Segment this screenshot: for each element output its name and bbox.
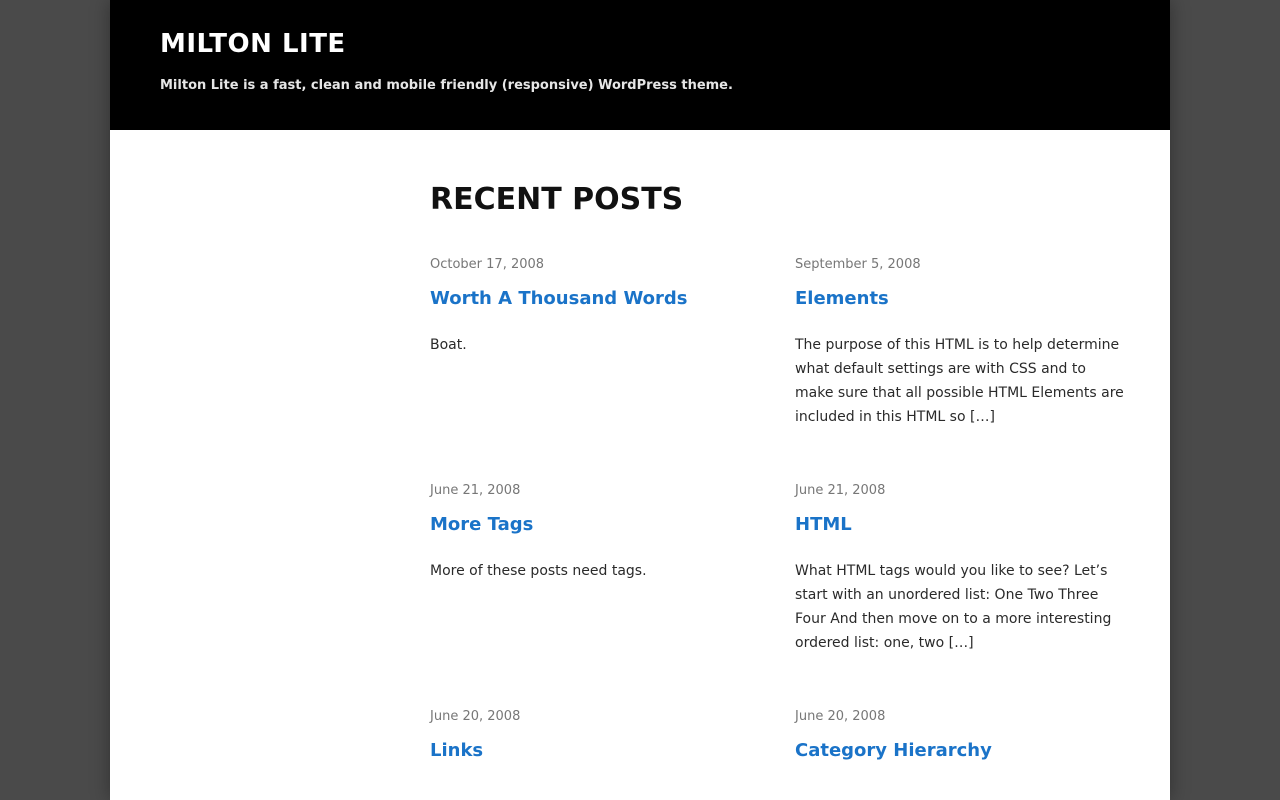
post-excerpt: What HTML tags would you like to see? Let’s start with an unordered list: One Two Three Four And then move on to a more interesting ordered list: one, two […] (795, 563, 1112, 651)
post-title-link[interactable]: Worth A Thousand Words (430, 288, 688, 309)
post-title-link[interactable]: More Tags (430, 514, 534, 535)
post-date: June 20, 2008 (430, 709, 521, 724)
post-excerpt: More of these posts need tags. (430, 563, 647, 579)
site-title[interactable]: MILTON LITE (160, 29, 346, 59)
post-title-link[interactable]: HTML (795, 514, 852, 535)
post-title-link[interactable]: Links (430, 740, 484, 761)
site-description: Milton Lite is a fast, clean and mobile friendly (responsive) WordPress theme. (160, 78, 733, 93)
post-title-link[interactable]: Elements (795, 288, 889, 309)
section-title: RECENT POSTS (430, 182, 684, 217)
page-container (110, 0, 1170, 800)
post-date: September 5, 2008 (795, 257, 921, 272)
post-excerpt: Boat. (430, 337, 467, 353)
post-date: October 17, 2008 (430, 257, 545, 272)
post-date: June 21, 2008 (430, 483, 521, 498)
post-excerpt: The purpose of this HTML is to help determine what default settings are with CSS and to make sure that all possible HTML Elements are included in this HTML so […] (795, 337, 1124, 425)
site-header (110, 0, 1170, 130)
post-title-link[interactable]: Category Hierarchy (795, 740, 992, 761)
post-date: June 20, 2008 (795, 709, 886, 724)
post-date: June 21, 2008 (795, 483, 886, 498)
